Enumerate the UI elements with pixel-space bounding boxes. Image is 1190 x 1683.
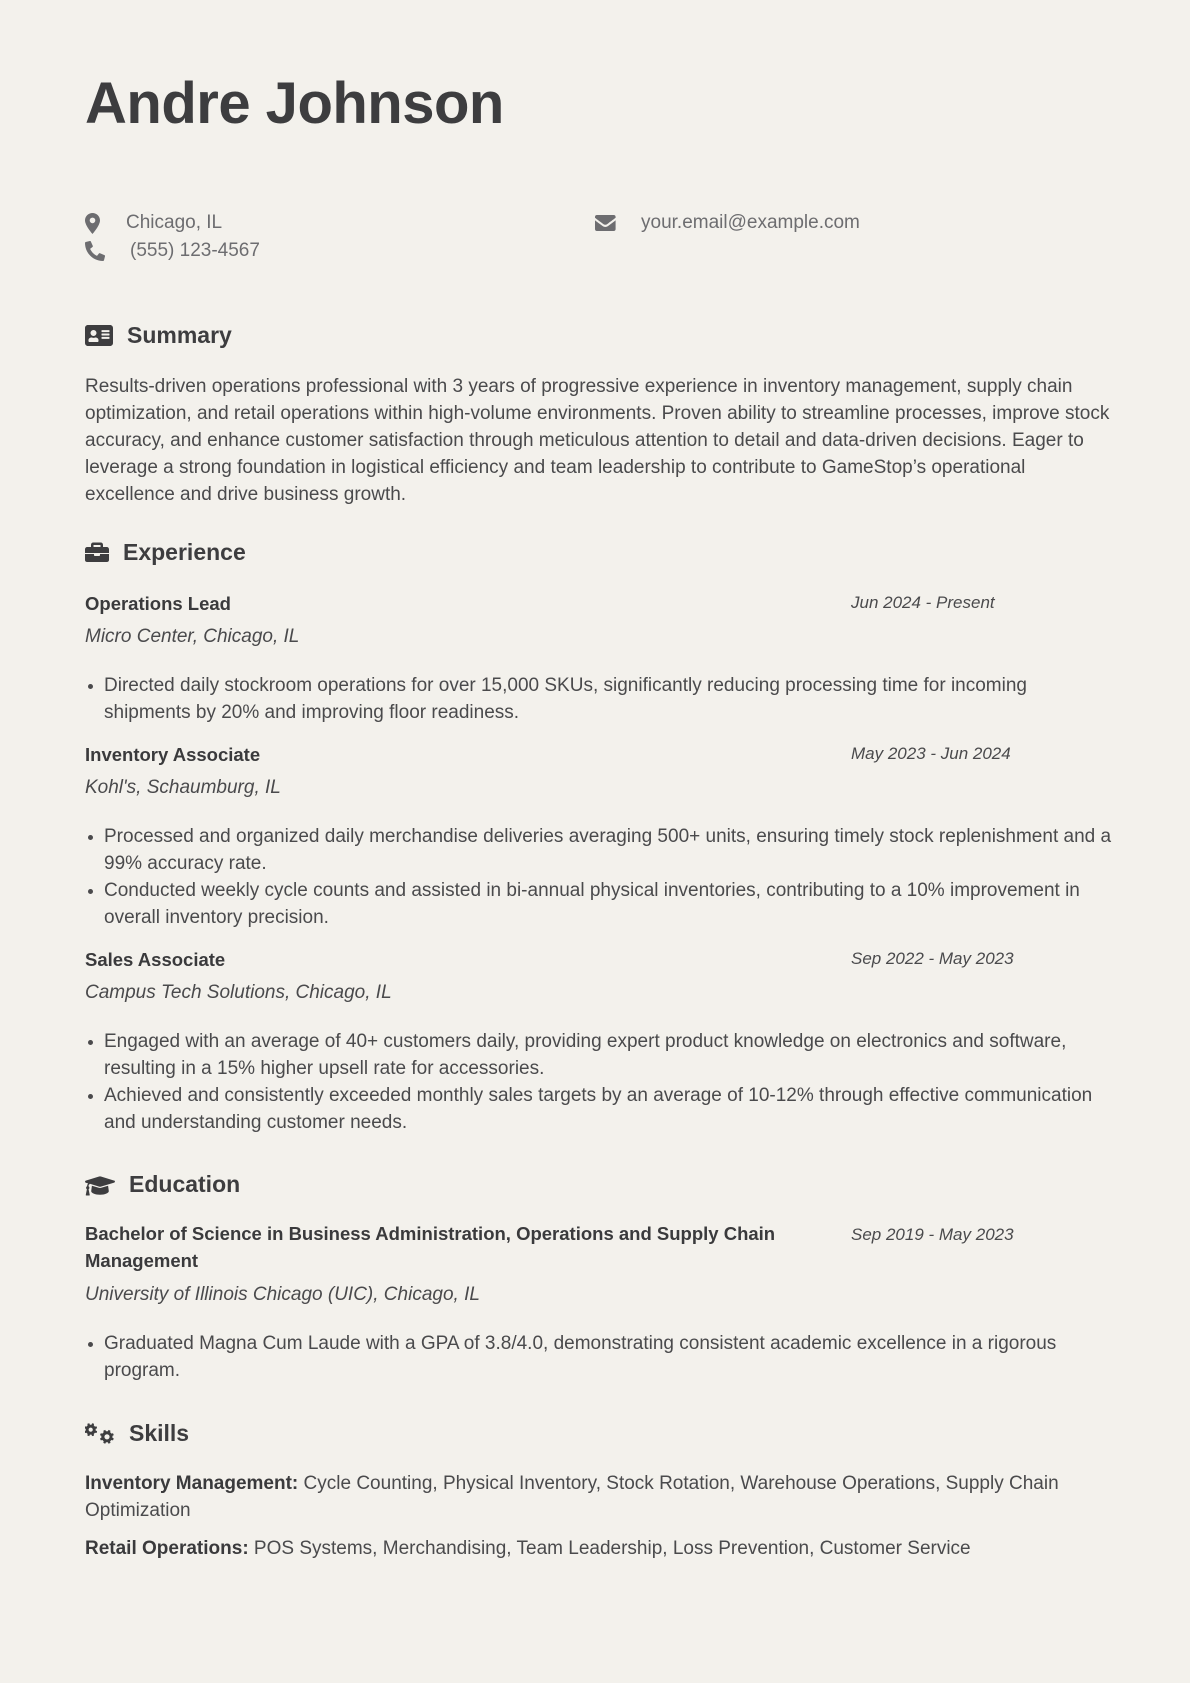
summary-text: Results-driven operations professional with 3 years of progressive experience in inventory management, supply chain optimization, and retail operations within high-volume environments. Proven ability to streamline processes, improve stock accuracy, and enhance customer satisfaction through meticulous attention to detail and data-driven decisions. Eager to leverage a strong foundation in logistical efficiency and team leadership to contribute to GameStop’s operational excellence and drive business growth. xyxy=(85,376,1110,505)
education-dates: Sep 2019 - May 2023 xyxy=(851,1225,1014,1244)
job-title: Operations Lead xyxy=(85,593,231,614)
contact-email xyxy=(595,212,860,234)
skill-row xyxy=(85,1470,1115,1524)
job-title: Sales Associate xyxy=(85,949,226,970)
summary-heading-label: Summary xyxy=(127,322,232,348)
education-heading-label: Education xyxy=(129,1171,241,1197)
map-marker-icon xyxy=(85,213,100,234)
job-org: Micro Center, Chicago, IL xyxy=(85,626,300,647)
list-item: Graduated Magna Cum Laude with a GPA of 3.8/4.0, demonstrating consistent academic excellence in a rigorous program. xyxy=(85,1330,1115,1384)
skill-row xyxy=(85,1535,1115,1562)
experience-heading-label: Experience xyxy=(123,539,246,565)
job-org: Kohl's, Schaumburg, IL xyxy=(85,777,281,798)
contact-location xyxy=(85,212,222,234)
job-dates: May 2023 - Jun 2024 xyxy=(851,744,1011,763)
list-item: Directed daily stockroom operations for over 15,000 SKUs, significantly reducing processing time for incoming shipments by 20% and improving floor readiness. xyxy=(85,672,1115,726)
job-title: Inventory Associate xyxy=(85,744,261,765)
skill-values: Cycle Counting, Physical Inventory, Stock Rotation, Warehouse Operations, Supply Chain Optimization xyxy=(85,1473,1059,1521)
job-dates: Sep 2022 - May 2023 xyxy=(851,949,1014,968)
job-org: Campus Tech Solutions, Chicago, IL xyxy=(85,982,392,1003)
skill-category: Inventory Management: xyxy=(85,1473,299,1494)
job-dates: Jun 2024 - Present xyxy=(851,593,995,612)
phone-text: (555) 123-4567 xyxy=(130,240,260,261)
skill-values: POS Systems, Merchandising, Team Leadership, Loss Prevention, Customer Service xyxy=(248,1538,971,1559)
briefcase-icon xyxy=(85,542,109,564)
list-item: Engaged with an average of 40+ customers daily, providing expert product knowledge on electronics and software, resulting in a 15% higher upsell rate for accessories. xyxy=(85,1028,1115,1082)
list-item: Conducted weekly cycle counts and assisted in bi-annual physical inventories, contributing to a 10% improvement in overall inventory precision. xyxy=(85,877,1115,931)
graduation-cap-icon xyxy=(85,1174,115,1196)
job-bullets xyxy=(85,823,1115,931)
list-item: Processed and organized daily merchandise deliveries averaging 500+ units, ensuring timely stock replenishment and a 99% accuracy rate. xyxy=(85,823,1115,877)
skills-heading-label: Skills xyxy=(129,1420,190,1446)
degree-title: Bachelor of Science in Business Administration, Operations and Supply Chain Management xyxy=(85,1223,776,1271)
email-text: your.email@example.com xyxy=(641,212,860,233)
envelope-icon xyxy=(595,215,616,231)
skills-heading xyxy=(85,1420,189,1447)
phone-icon xyxy=(85,241,105,261)
list-item: Achieved and consistently exceeded monthly sales targets by an average of 10-12% through effective communication and understanding customer needs. xyxy=(85,1082,1115,1136)
job-bullets xyxy=(85,1028,1115,1136)
id-card-icon xyxy=(85,325,113,346)
experience-heading xyxy=(85,539,246,566)
candidate-name: Andre Johnson xyxy=(85,71,504,136)
gears-icon xyxy=(85,1422,115,1446)
contact-phone xyxy=(85,240,260,262)
education-heading xyxy=(85,1171,240,1198)
job-bullets xyxy=(85,672,1115,726)
location-text: Chicago, IL xyxy=(126,212,223,233)
skill-category: Retail Operations: xyxy=(85,1538,249,1559)
summary-heading xyxy=(85,322,232,349)
education-org: University of Illinois Chicago (UIC), Chicago, IL xyxy=(85,1284,480,1305)
education-bullets xyxy=(85,1330,1115,1384)
